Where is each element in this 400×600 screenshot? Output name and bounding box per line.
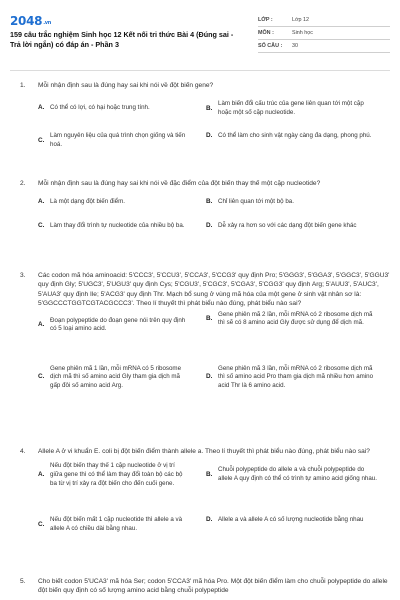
option-b[interactable] — [206, 198, 378, 207]
option-letter: C. — [38, 373, 45, 381]
question-1 — [20, 81, 390, 149]
question-text: Allele A ở vi khuẩn E. coli bị đột biến điểm thành allele a. Theo lí thuyết thì phát biểu nào đúng, phát biểu nào sai? — [38, 448, 370, 455]
option-text: Nếu đột biến mất 1 cặp nucleotide thì allele a và allele A có chiều dài bằng nhau. — [50, 516, 183, 533]
option-text: Gene phiên mã 3 lần, mỗi mRNA có 2 ribosome dịch mã thì số amino acid Pro tham gia dịch mã nhiều hơn amino acid Thr là 6 amino acid. — [218, 364, 374, 390]
option-b[interactable] — [206, 100, 378, 118]
question-5 — [20, 577, 390, 596]
question-stem — [20, 271, 390, 309]
question-stem — [20, 577, 390, 596]
option-b[interactable] — [206, 311, 378, 329]
option-b[interactable] — [206, 466, 378, 484]
page-header — [10, 8, 390, 64]
option-text: Là một dạng đột biến điểm. — [50, 198, 125, 206]
option-text: Chuỗi polypeptide do allele a và chuỗi polypeptide do allele A quy định có thể có trình tự amino acid giống nhau. — [218, 466, 377, 483]
option-c[interactable] — [38, 365, 188, 391]
header-divider — [10, 70, 390, 71]
question-number: 5. — [20, 578, 26, 585]
meta-value: Lớp 12 — [292, 17, 310, 23]
option-c[interactable] — [38, 516, 188, 534]
option-d[interactable] — [206, 222, 378, 231]
question-3 — [20, 271, 390, 419]
option-a[interactable] — [38, 104, 188, 113]
question-stem — [20, 81, 390, 90]
option-a[interactable] — [38, 462, 188, 488]
question-number: 2. — [20, 180, 26, 187]
question-4 — [20, 447, 390, 556]
option-letter: D. — [206, 373, 213, 381]
option-text: Allele a và allele A có số lượng nucleotide bằng nhau — [218, 516, 364, 524]
options — [38, 456, 390, 556]
option-text: Nếu đột biến thay thế 1 cặp nucleotide ở vị trí giữa gene thì có thể làm thay đổi toàn bộ các bộ ba từ vị trí xảy ra đột biến cho đến cuối gene. — [50, 462, 183, 487]
option-letter: C. — [38, 520, 45, 528]
option-letter: D. — [206, 132, 213, 140]
meta-key: LỚP : — [258, 17, 273, 23]
question-number: 3. — [20, 272, 26, 279]
option-letter: D. — [206, 222, 213, 230]
option-letter: B. — [206, 104, 213, 112]
question-2 — [20, 179, 390, 244]
option-letter: A. — [38, 471, 45, 479]
option-text: Chỉ liên quan tới một bộ ba. — [218, 198, 294, 206]
option-text: Đoạn polypeptide do đoạn gene nói trên quy định có 5 loại amino acid. — [50, 316, 186, 333]
option-c[interactable] — [38, 222, 188, 231]
option-text: Làm biến đổi cấu trúc của gene liên quan tới một cặp hoặc một số cặp nucleotide. — [218, 100, 364, 117]
option-text: Làm nguyên liệu của quá trình chọn giống và tiến hoá. — [50, 132, 186, 149]
option-letter: D. — [206, 516, 213, 524]
meta-key: MÔN : — [258, 30, 274, 36]
option-text: Có thể làm cho sinh vật ngày càng đa dạng, phong phú. — [218, 132, 372, 140]
logo-text: 2048 — [10, 14, 43, 28]
options — [38, 309, 390, 419]
question-text: Mỗi nhận định sau là đúng hay sai khi nói về đặc điểm của đột biến thay thế một cặp nucleotide? — [38, 180, 321, 187]
question-number: 1. — [20, 82, 26, 89]
option-d[interactable] — [206, 132, 378, 141]
options — [38, 90, 390, 149]
option-d[interactable] — [206, 365, 378, 391]
question-text: Cho biết codon 5'UCA3' mã hóa Ser; codon 5'CCA3' mã hóa Pro. Một đột biến điểm làm cho chuỗi polypeptide do allele đột biến quy định có số lượng amino acid bằng chuỗi polypeptide — [38, 578, 388, 595]
document-title: 159 câu trắc nghiệm Sinh học 12 Kết nối tri thức Bài 4 (Đúng sai - Trả lời ngắn) có đáp án - Phần 3 — [10, 30, 234, 49]
option-letter: C. — [38, 222, 45, 230]
logo-suffix: .vn — [43, 20, 52, 26]
option-text: Dễ xảy ra hơn so với các dạng đột biến gene khác — [218, 222, 357, 230]
meta-value: Sinh học — [292, 30, 313, 36]
meta-key: SỐ CÂU : — [258, 43, 283, 49]
question-text: Các codon mã hóa aminoacid: 5'CCC3', 5'CCU3', 5'CCA3', 5'CCG3' quy định Pro; 5'GGG3', 5'GGA3', 5'GGC3', 5'GGU3' quy định Gly; 5'UGC3', 5'UGU3' quy định Cys; 5'CGU3', 5'CGC3', 5'CGA3', 5'CGG3' quy định Arg; 5'AUU3', 5'AUC3', 5'AUA3' quy định Ile; 5'ACG3' quy định Thr. Mạch bổ sung ở vùng mã hóa của một gene ở sinh vật nhân sơ là: 5'GGCCCTGGTCGTACGCCC3'. Theo lí thuyết thì phát biểu nào đúng, phát biểu nào sai? — [38, 272, 390, 308]
option-letter: A. — [38, 104, 45, 112]
option-text: Có thể có lợi, có hại hoặc trung tính. — [50, 104, 150, 112]
option-text: Gene phiên mã 1 lần, mỗi mRNA có 5 ribosome dịch mã thì số amino acid Gly tham gia dịch mã gấp đôi số amino acid Arg. — [50, 364, 182, 390]
options — [38, 188, 390, 244]
option-text: Gene phiên mã 2 lần, mỗi mRNA có 2 ribosome dịch mã thì sẽ có 8 amino acid Gly được sử dụng để dịch mã. — [218, 310, 373, 327]
option-letter: B. — [206, 198, 213, 206]
option-letter: A. — [38, 321, 45, 329]
option-d[interactable] — [206, 516, 378, 525]
document-meta — [258, 14, 390, 53]
meta-row-subject — [258, 27, 390, 40]
option-text: Làm thay đổi trình tự nucleotide của nhiều bộ ba. — [50, 222, 185, 230]
question-stem — [20, 447, 390, 456]
option-c[interactable] — [38, 132, 188, 150]
meta-value: 30 — [292, 43, 298, 49]
option-letter: A. — [38, 198, 45, 206]
option-a[interactable] — [38, 198, 188, 207]
option-letter: B. — [206, 315, 213, 323]
meta-row-class — [258, 14, 390, 27]
site-logo[interactable] — [10, 14, 51, 28]
question-text: Mỗi nhận định sau là đúng hay sai khi nói về đột biến gene? — [38, 82, 214, 89]
question-number: 4. — [20, 448, 26, 455]
meta-row-count — [258, 40, 390, 53]
option-letter: B. — [206, 470, 213, 478]
option-letter: C. — [38, 136, 45, 144]
question-stem — [20, 179, 390, 188]
option-a[interactable] — [38, 317, 188, 335]
